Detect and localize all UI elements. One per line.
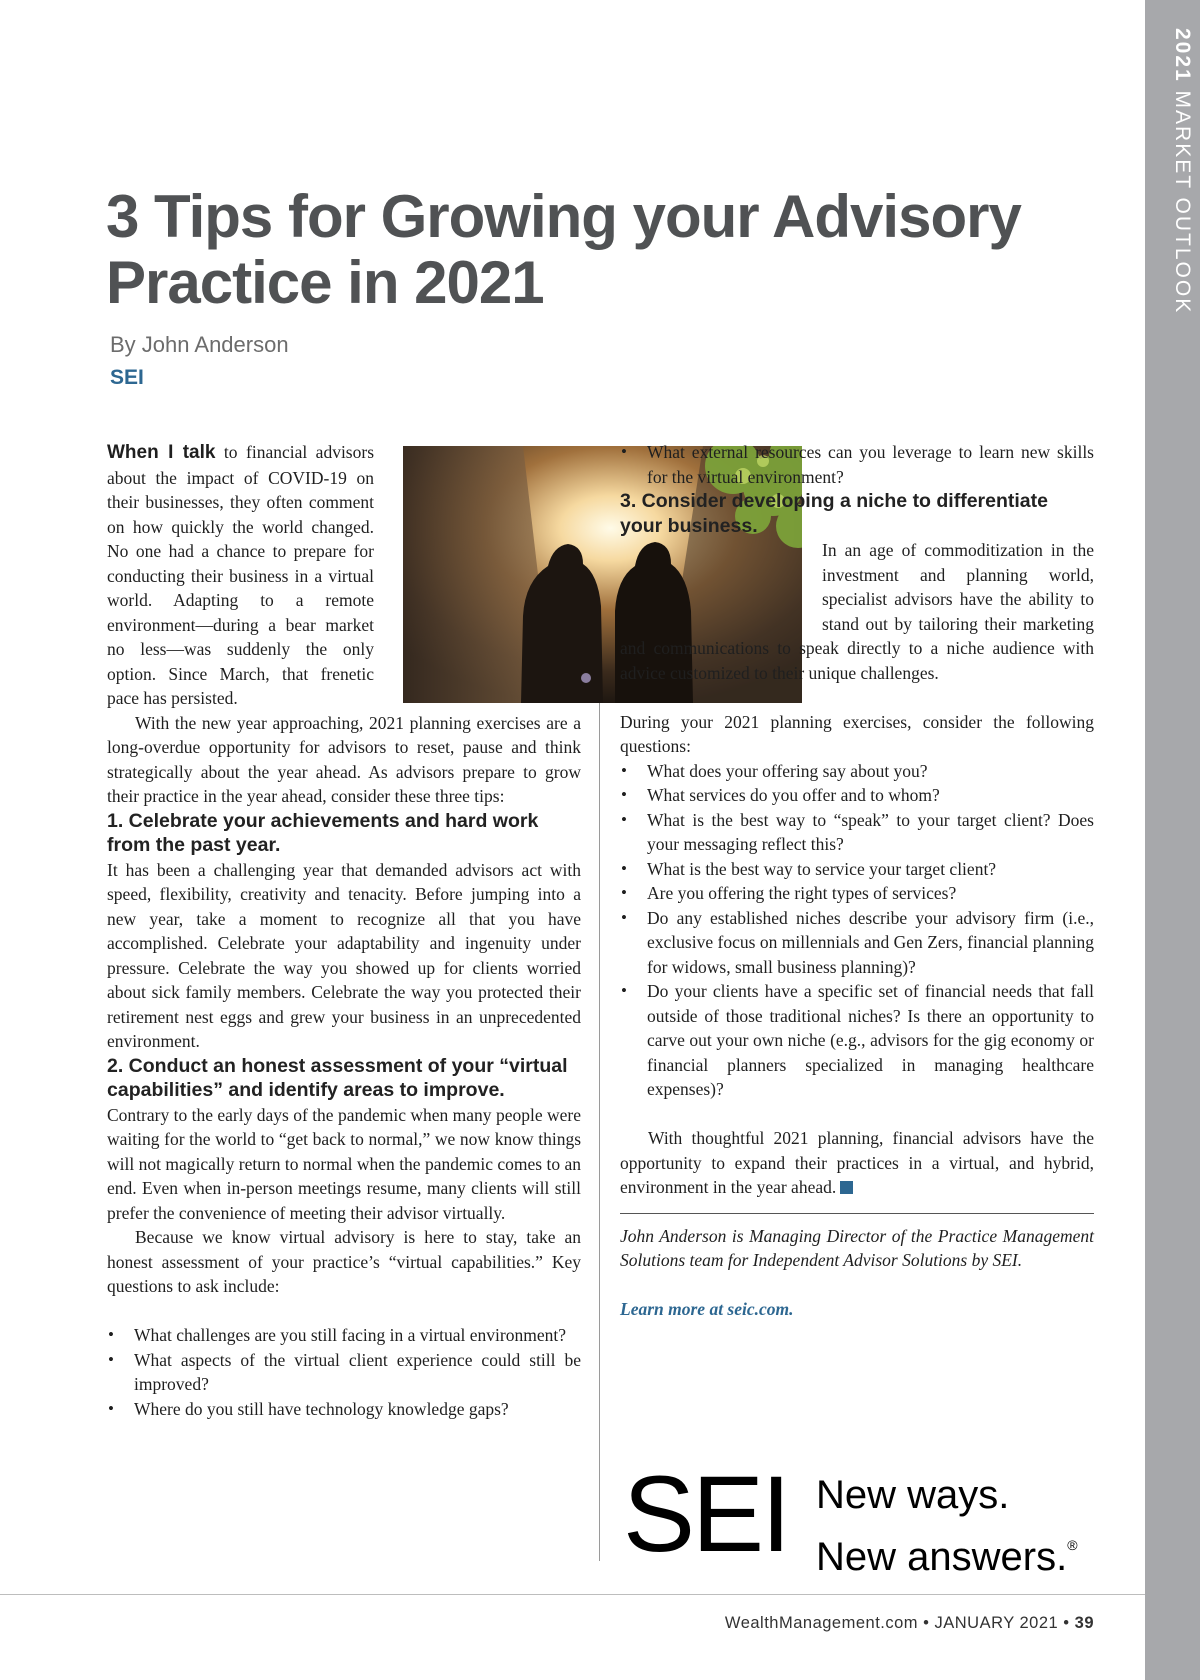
list-item: • Do your clients have a specific set of financial needs that fall outside of those traditional niches? Is there an opportunity to carve out your own niche (e.g., advisors for the gig economy or financial planners specialized in managing healthcare expenses)? bbox=[620, 979, 1094, 1102]
author-bio: John Anderson is Managing Director of the Practice Management Solutions team for Independent Advisor Solutions by SEI. bbox=[620, 1225, 1094, 1270]
learn-more-link[interactable]: Learn more at seic.com. bbox=[620, 1298, 794, 1319]
list-item: • What services do you offer and to whom? bbox=[620, 783, 1094, 808]
title-line-2: Practice in 2021 bbox=[106, 249, 544, 316]
tip-2-question-list-continued bbox=[620, 440, 1094, 489]
author-company: SEI bbox=[110, 366, 144, 389]
registered-mark: ® bbox=[1067, 1537, 1078, 1553]
list-item: • What external resources can you leverage to learn new skills for the virtual environment? bbox=[620, 440, 1094, 489]
end-mark-icon bbox=[840, 1181, 853, 1194]
footer-rule bbox=[0, 1594, 1145, 1595]
title-line-1: 3 Tips for Growing your Advisory bbox=[106, 183, 1021, 250]
right-column bbox=[620, 440, 1094, 1321]
tip-2-body-2: Because we know virtual advisory is here to stay, take an honest assessment of your practice’s “virtual capabilities.” Key questions to ask include: bbox=[107, 1227, 581, 1296]
column-divider bbox=[599, 703, 600, 1561]
list-item: • Do any established niches describe your advisory firm (i.e., exclusive focus on millennials and Gen Zers, financial planning for widows, small business planning)? bbox=[620, 906, 1094, 980]
byline: By John Anderson bbox=[110, 332, 289, 357]
tip-3-lead: During your 2021 planning exercises, consider the following questions: bbox=[620, 711, 1094, 756]
tip-2-body: Contrary to the early days of the pandemic when many people were waiting for the world to “get back to normal,” we now know things will not magically return to normal when the pandemic comes to an end. Even when in-person meetings resume, many clients will still prefer the convenience of meeting their advisor virtually. bbox=[107, 1104, 581, 1223]
tip-3-heading: 3. Consider developing a niche to differentiate your business. bbox=[620, 490, 1048, 537]
sei-ad bbox=[623, 1453, 1093, 1579]
list-item: • What challenges are you still facing in a virtual environment? bbox=[107, 1323, 581, 1348]
tagline-line-2: New answers. bbox=[816, 1535, 1068, 1579]
list-item: • What does your offering say about you? bbox=[620, 759, 1094, 784]
tip-1-heading: 1. Celebrate your achievements and hard work from the past year. bbox=[107, 809, 539, 856]
bio-rule bbox=[620, 1213, 1094, 1214]
tip-3-text: In an age of commoditization in the investment and planning world, specialist advisors have the ability to stand out by tailoring their marketing and communications to speak directly to a niche audience with advice customized to their unique challenges. bbox=[620, 540, 1094, 683]
tip-3-question-list bbox=[620, 759, 1094, 1102]
page-number: 39 bbox=[1074, 1614, 1094, 1632]
tip-2-heading: 2. Conduct an honest assessment of your “virtual capabilities” and identify areas to improve. bbox=[107, 1054, 568, 1101]
left-column bbox=[107, 440, 581, 1421]
tagline-line-1: New ways. bbox=[816, 1473, 1010, 1517]
tip-2-question-list bbox=[107, 1323, 581, 1421]
closing-text: With thoughtful 2021 planning, financial advisors have the opportunity to expand their practices in a virtual, and hybrid, environment in the year ahead. bbox=[620, 1128, 1094, 1197]
section-label bbox=[1145, 0, 1200, 1680]
list-item: • What is the best way to service your target client? bbox=[620, 857, 1094, 882]
section-year: 2021 bbox=[1171, 28, 1194, 83]
article-title bbox=[106, 184, 1066, 316]
list-item: • What is the best way to “speak” to your target client? Does your messaging reflect this? bbox=[620, 808, 1094, 857]
list-item: • Where do you still have technology knowledge gaps? bbox=[107, 1397, 581, 1422]
list-item: • Are you offering the right types of services? bbox=[620, 881, 1094, 906]
sei-tagline bbox=[816, 1470, 1078, 1582]
sei-logo: SEI bbox=[623, 1453, 789, 1574]
tip-1-body: It has been a challenging year that demanded advisors act with speed, flexibility, creativity and tenacity. Before jumping into a new year, take a moment to recognize all that you have accomplished. Celebrate your adaptability and ingenuity under pressure. Celebrate the way you showed up for clients worried about sick family members. Celebrate the way you protected their retirement nest eggs and grew your business in an unprecedented environment. bbox=[107, 859, 581, 1051]
lead-in: When I talk bbox=[107, 442, 216, 463]
intro-paragraph-2: With the new year approaching, 2021 planning exercises are a long-overdue opportunity for advisors to reset, pause and think strategically about the year ahead. As advisors prepare to grow their practice in the year ahead, consider these three tips: bbox=[107, 712, 581, 806]
intro-paragraph bbox=[107, 440, 374, 711]
intro-text: to financial advisors about the impact of COVID-19 on their businesses, they often comment on how quickly the world changed. No one had a chance to prepare for conducting their business in a virtual world. Adapting to a remote environment—during a bear market no less—was suddenly the only option. Since March, that frenetic pace has persisted. bbox=[107, 442, 375, 708]
closing-paragraph bbox=[620, 1126, 1094, 1200]
footer-text: WealthManagement.com • JANUARY 2021 • bbox=[724, 1614, 1075, 1632]
page-footer bbox=[725, 1614, 1094, 1633]
section-name: MARKET OUTLOOK bbox=[1171, 82, 1194, 315]
list-item: • What aspects of the virtual client experience could still be improved? bbox=[107, 1348, 581, 1397]
